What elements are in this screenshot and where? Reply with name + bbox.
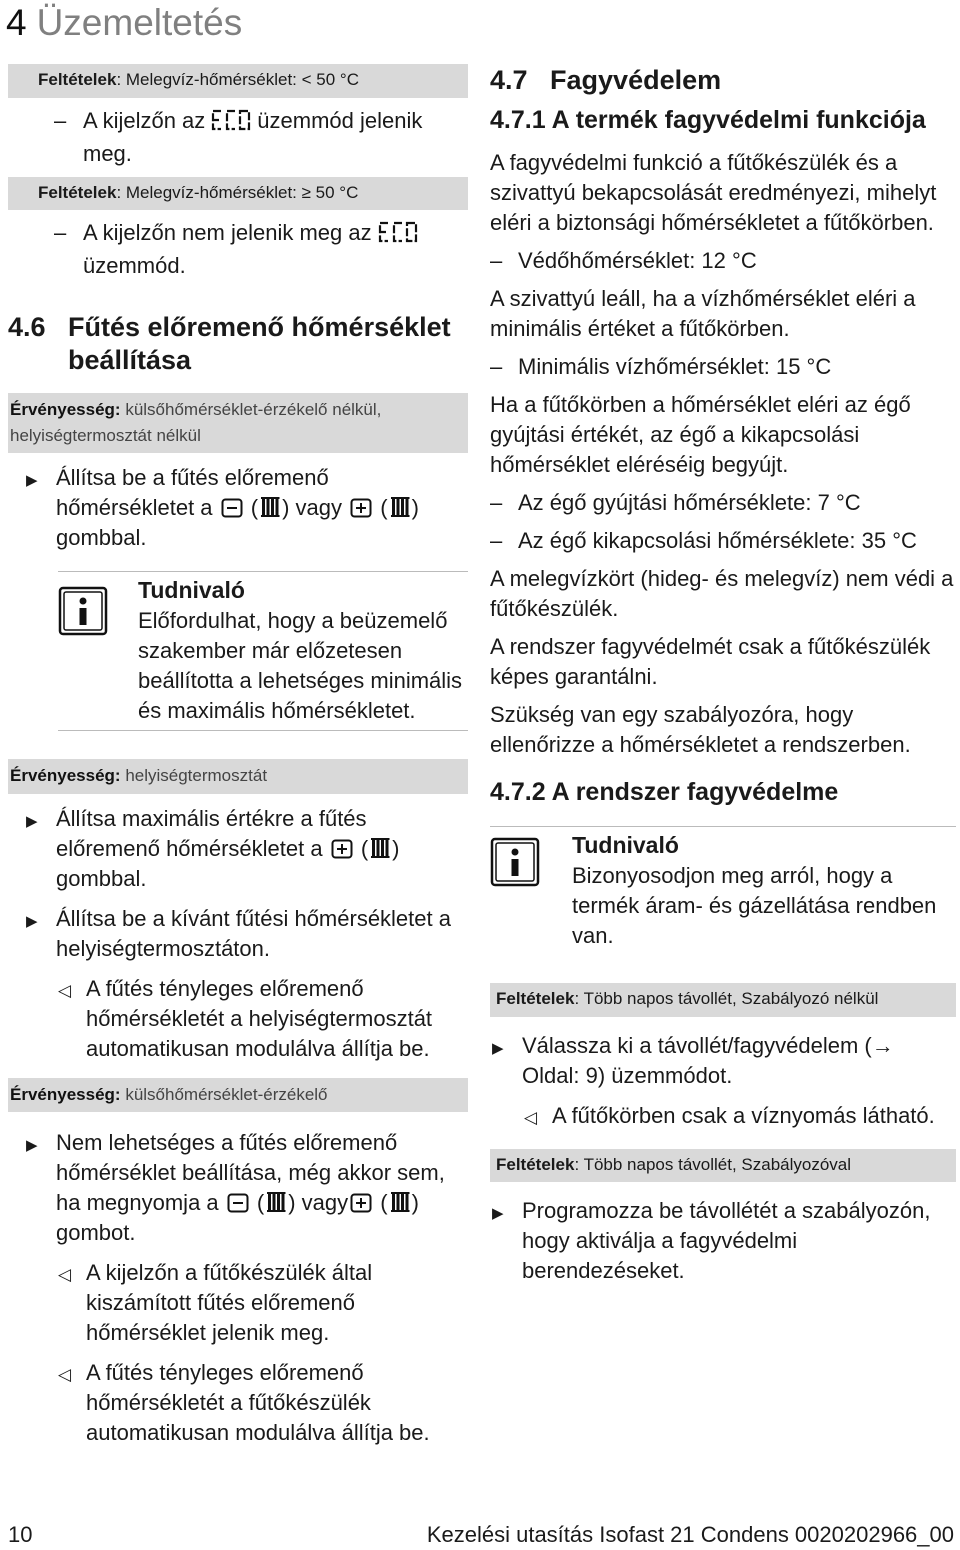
step-text: ( <box>250 495 259 521</box>
step-text: ) vagy <box>288 1190 349 1216</box>
info-icon <box>490 837 540 887</box>
condition-band-hot-water-above <box>8 177 468 211</box>
step-text: Állítsa maximális értékre a fűtés előremenő hőmérsékletet a <box>56 805 367 861</box>
radiator-icon <box>260 496 280 518</box>
eco-svg <box>210 109 252 131</box>
dash-item-eco-shown <box>8 106 468 169</box>
dash-text: Minimális vízhőmérséklet: 15 °C <box>518 354 832 379</box>
paragraph-hot-water-circuit: A melegvízkört (hideg- és melegvíz) nem védi a fűtőkészülék. <box>490 566 954 621</box>
radiator-icon <box>390 496 410 518</box>
section-heading-4-6 <box>8 311 468 377</box>
result-text: A fűtés tényleges előremenő hőmérsékletét a helyiségtermosztát automatikusan modulálva állítja be. <box>86 975 433 1061</box>
eco-display-icon <box>377 221 419 251</box>
dash-marker: – <box>490 528 503 553</box>
step-text: Állítsa be a fűtés előremenő hőmérsékletet a <box>56 465 329 521</box>
validity-band-no-sensor <box>8 393 468 453</box>
condition-label: Feltételek <box>496 1154 575 1174</box>
condition-band-hot-water-below <box>8 64 468 98</box>
note-box-right <box>490 826 956 955</box>
eco-display-icon <box>210 109 252 139</box>
condition-band-with-controller <box>490 1149 956 1183</box>
step-triangle-icon: ▶ <box>492 1039 504 1057</box>
step-text: Programozza be távollétét a szabályozón, hogy aktiválja a fagyvédelmi berendezéseket. <box>522 1198 931 1284</box>
note-title: Tudnivaló <box>138 577 245 604</box>
validity-band-outdoor-sensor <box>8 1078 468 1113</box>
validity-label: Érvényesség: <box>10 400 121 420</box>
dash-text-after: üzemmód. <box>83 253 186 279</box>
condition-label: Feltételek <box>38 70 117 89</box>
step-triangle-icon: ▶ <box>26 472 38 490</box>
note-text: Előfordulhat, hogy a beüzemelő szakember már előzetesen beállította a lehetséges minimális és maximális hőmérsékletet. <box>138 608 463 724</box>
validity-text: helyiségtermosztát <box>125 766 268 786</box>
radiator-icon <box>370 837 390 859</box>
step-text: ( <box>360 835 369 861</box>
step-set-room-temperature <box>8 904 468 964</box>
condition-text: : Több napos távollét, Szabályozó nélkül <box>574 989 879 1008</box>
step-text: ) gombbal. <box>56 495 419 551</box>
dash-text: Az égő gyújtási hőmérséklete: 7 °C <box>518 490 861 515</box>
minus-button-icon <box>221 498 243 518</box>
step-flow-not-adjustable <box>8 1128 468 1248</box>
result-text: A kijelzőn a fűtőkészülék által kiszámított fűtés előremenő hőmérséklet jelenik meg. <box>86 1260 373 1346</box>
note-title: Tudnivaló <box>572 832 679 858</box>
plus-button-icon <box>331 839 353 859</box>
result-triangle-icon: ◁ <box>58 980 72 1000</box>
page-header <box>6 2 242 44</box>
dash-text-after: üzemmód jelenik meg. <box>83 107 423 166</box>
step-set-flow-temperature <box>8 463 468 553</box>
step-program-absence <box>490 1196 956 1286</box>
chapter-title: Üzemeltetés <box>36 2 243 43</box>
step-text: Állítsa be a kívánt fűtési hőmérsékletet a helyiségtermosztáton. <box>56 905 451 961</box>
condition-text: : Melegvíz-hőmérséklet: < 50 °C <box>116 70 359 89</box>
paragraph-system-protection: A rendszer fagyvédelmét csak a fűtőkészülék képes garantálni. <box>490 634 931 689</box>
dash-marker: – <box>490 248 503 273</box>
plus-button-icon <box>350 498 372 518</box>
validity-text: külsőhőmérséklet-érzékelő <box>125 1084 328 1104</box>
step-text: ) vagy <box>282 495 343 521</box>
dash-item-ignition-temp <box>490 488 956 518</box>
dash-text-before: A kijelzőn az <box>83 107 206 133</box>
right-column <box>490 64 956 1296</box>
dash-marker: – <box>490 354 503 379</box>
paragraph-pump-stops: A szivattyú leáll, ha a vízhőmérséklet eléri a minimális értéket a fűtőkörben. <box>490 286 916 341</box>
dash-item-min-water-temp <box>490 352 956 382</box>
step-triangle-icon: ▶ <box>492 1205 504 1223</box>
step-text: ) gombot. <box>56 1190 419 1246</box>
section-heading-4-7: 4.7 Fagyvédelem <box>490 65 722 95</box>
footer-document-info: Kezelési utasítás Isofast 21 Condens 0020202966_00 <box>426 1522 954 1547</box>
dash-item-eco-hidden <box>8 218 468 281</box>
result-triangle-icon: ◁ <box>58 1265 72 1285</box>
eco-svg <box>377 221 419 243</box>
minus-button-icon <box>227 1193 249 1213</box>
result-triangle-icon: ◁ <box>524 1107 538 1127</box>
result-display-shows-flow <box>8 1258 468 1348</box>
plus-button-icon <box>350 1193 372 1213</box>
result-text: A fűtés tényleges előremenő hőmérsékletét a fűtőkészülék automatikusan modulálva állítja be. <box>86 1360 430 1446</box>
result-pressure-shown <box>490 1101 956 1131</box>
step-text: Válassza ki a távollét/fagyvédelem (→ Oldal: 9) üzemmódot. <box>522 1032 894 1088</box>
paragraph-burner-ignites: Ha a fűtőkörben a hőmérséklet eléri az égő gyújtási értékét, az égő a kikapcsolási hőmérséklet eléréséig begyújt. <box>490 392 911 477</box>
condition-text: : Melegvíz-hőmérséklet: ≥ 50 °C <box>116 182 359 202</box>
validity-text: külsőhőmérséklet-érzékelő nélkül, helyiségtermosztát nélkül <box>10 400 382 445</box>
subsection-heading-4-7-1: 4.7.1 A termék fagyvédelmi funkciója <box>490 106 926 134</box>
note-text: Bizonyosodjon meg arról, hogy a termék áram- és gázellátása rendben van. <box>572 863 937 948</box>
radiator-icon <box>266 1191 286 1213</box>
step-triangle-icon: ▶ <box>26 1137 38 1155</box>
info-icon <box>58 586 108 636</box>
dash-text: Védőhőmérséklet: 12 °C <box>518 248 757 273</box>
step-triangle-icon: ▶ <box>26 912 38 930</box>
validity-band-room-thermostat <box>8 759 468 794</box>
paragraph-controller-needed: Szükség van egy szabályozóra, hogy ellenőrizze a hőmérsékletet a rendszerben. <box>490 702 911 757</box>
dash-text-before: A kijelzőn nem jelenik meg az <box>83 220 372 246</box>
step-text: ( <box>380 1190 388 1216</box>
step-triangle-icon: ▶ <box>26 812 38 830</box>
result-room-thermostat-modulates <box>8 974 468 1064</box>
step-text: ( <box>380 495 388 521</box>
condition-text: : Több napos távollét, Szabályozóval <box>574 1154 852 1174</box>
step-text: ( <box>256 1190 265 1216</box>
validity-label: Érvényesség: <box>10 1084 121 1104</box>
step-text: ) gombbal. <box>56 835 400 891</box>
validity-label: Érvényesség: <box>10 766 121 786</box>
dash-item-protection-temp <box>490 246 956 276</box>
condition-label: Feltételek <box>496 989 575 1008</box>
radiator-icon <box>390 1191 410 1213</box>
left-column <box>8 64 468 1458</box>
page-number: 10 <box>8 1522 33 1547</box>
paragraph-frost-function: A fagyvédelmi funkció a fűtőkészülék és a szivattyú bekapcsolását eredményezi, mihelyt eléri a biztonsági hőmérsékletet a fűtőkörben. <box>490 150 937 235</box>
dash-marker: – <box>54 107 67 133</box>
section-title: Fűtés előremenő hőmérséklet beállítása <box>68 312 451 376</box>
condition-band-no-controller <box>490 983 956 1017</box>
dash-marker: – <box>490 490 503 515</box>
step-set-max-flow <box>8 804 468 894</box>
step-select-absence-mode <box>490 1031 956 1091</box>
dash-text: Az égő kikapcsolási hőmérséklete: 35 °C <box>518 528 917 553</box>
condition-label: Feltételek <box>38 182 117 202</box>
section-number: 4.6 <box>8 312 46 343</box>
result-triangle-icon: ◁ <box>58 1365 72 1385</box>
dash-marker: – <box>54 220 67 246</box>
chapter-number: 4 <box>6 2 27 43</box>
result-text: A fűtőkörben csak a víznyomás látható. <box>552 1102 935 1128</box>
note-box-left <box>58 571 468 731</box>
dash-item-shutoff-temp <box>490 526 956 556</box>
result-boiler-modulates <box>8 1358 468 1448</box>
step-text: Nem lehetséges a fűtés előremenő hőmérséklet beállítása, még akkor sem, ha megnyomja a <box>56 1130 445 1216</box>
subsection-heading-4-7-2: 4.7.2 A rendszer fagyvédelme <box>490 778 839 806</box>
